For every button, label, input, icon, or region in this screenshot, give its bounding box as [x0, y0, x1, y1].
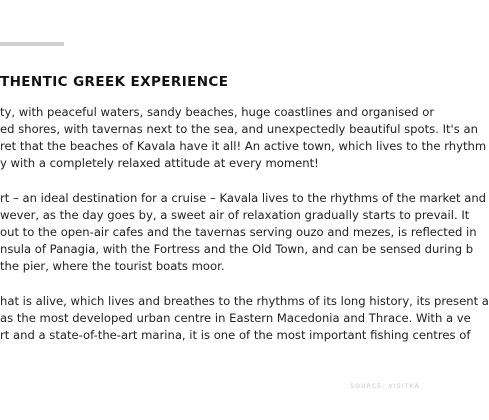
text-line: ret that the beaches of Kavala have it all! An active town, which lives to the rhythm [0, 139, 487, 153]
text-line: ed shores, with tavernas next to the sea, and unexpectedly beautiful spots. It's an [0, 122, 478, 136]
text-line: y with a completely relaxed attitude at every moment! [0, 156, 319, 170]
text-line: out to the open-air cafes and the tavernas serving ouzo and mezes, is reflected in [0, 225, 477, 239]
paragraph-2 [0, 190, 487, 275]
text-line: rt – an ideal destination for a cruise – Kavala lives to the rhythms of the market and [0, 191, 487, 205]
text-line: hat is alive, which lives and breathes to the rhythms of its long history, its present a [0, 294, 489, 308]
article-body [0, 104, 489, 362]
source-credit: SOURCE: VISITKA [350, 383, 420, 390]
text-line: as the most developed urban centre in Eastern Macedonia and Thrace. With a ve [0, 311, 471, 325]
accent-bar [0, 42, 64, 46]
paragraph-3 [0, 293, 489, 344]
text-line: nsula of Panagia, with the Fortress and the Old Town, and can be sensed during b [0, 242, 474, 256]
paragraph-1 [0, 104, 487, 172]
text-line: rt and a state-of-the-art marina, it is one of the most important fishing centres of [0, 328, 471, 342]
text-line: the pier, where the tourist boats moor. [0, 259, 225, 273]
text-line: wever, as the day goes by, a sweet air of relaxation gradually starts to prevail. It [0, 208, 470, 222]
section-heading: THENTIC GREEK EXPERIENCE [0, 74, 229, 90]
text-line: ty, with peaceful waters, sandy beaches, huge coastlines and organised or [0, 105, 435, 119]
